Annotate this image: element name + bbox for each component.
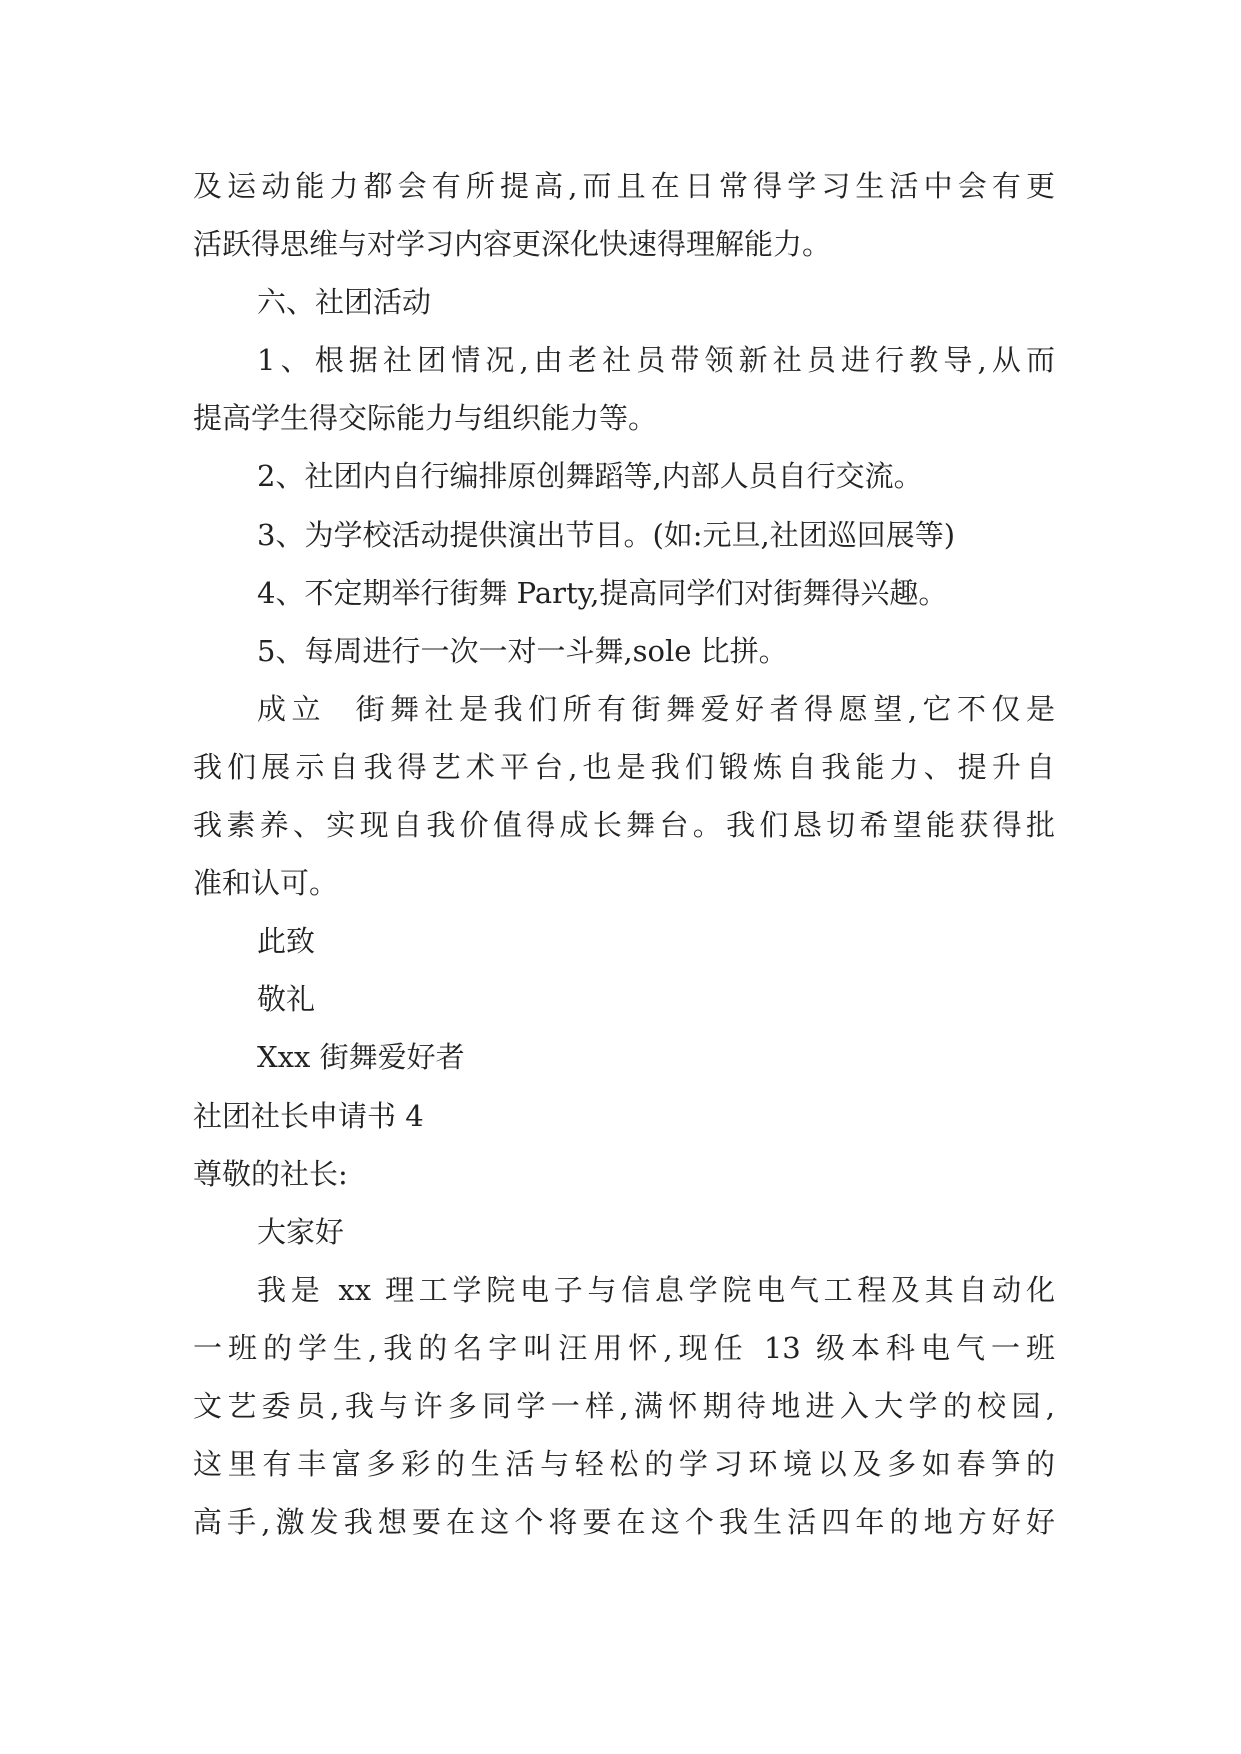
text-line: 文艺委员,我与许多同学一样,满怀期待地进入大学的校园, [193, 1388, 1055, 1423]
text-line: 一班的学生,我的名字叫汪用怀,现任 13 级本科电气一班 [193, 1330, 1055, 1365]
salutation: 尊敬的社长: [193, 1156, 348, 1191]
text-line: 我素养、实现自我价值得成长舞台。我们恳切希望能获得批 [193, 808, 1055, 843]
text-line: 5、每周进行一次一对一斗舞,sole 比拼。 [257, 633, 788, 668]
text-line: 活跃得思维与对学习内容更深化快速得理解能力。 [193, 227, 832, 262]
document-title: 社团社长申请书 4 [193, 1098, 424, 1133]
text-line: 我们展示自我得艺术平台,也是我们锻炼自我能力、提升自 [193, 749, 1055, 784]
text-line: 1、根据社团情况,由老社员带领新社员进行教导,从而 [257, 343, 1055, 378]
signature-line: Xxx 街舞爱好者 [257, 1040, 465, 1075]
document-body [193, 157, 1055, 1551]
text-line: 我是 xx 理工学院电子与信息学院电气工程及其自动化 [257, 1272, 1055, 1307]
greeting: 大家好 [257, 1214, 345, 1249]
text-line: 3、为学校活动提供演出节目。(如:元旦,社团巡回展等) [257, 517, 956, 552]
text-line: 这里有丰富多彩的生活与轻松的学习环境以及多如春笋的 [193, 1447, 1055, 1482]
text-line: 高手,激发我想要在这个将要在这个我生活四年的地方好好 [193, 1505, 1055, 1540]
text-line: 提高学生得交际能力与组织能力等。 [193, 401, 658, 436]
text-line: 2、社团内自行编排原创舞蹈等,内部人员自行交流。 [257, 459, 923, 494]
text-line: 成立 街舞社是我们所有街舞爱好者得愿望,它不仅是 [257, 691, 1055, 726]
section-heading: 六、社团活动 [257, 285, 432, 320]
text-line: 4、不定期举行街舞 Party,提高同学们对街舞得兴趣。 [257, 575, 948, 610]
text-line: 准和认可。 [193, 866, 339, 901]
closing-line: 此致 [257, 924, 316, 959]
text-line: 及运动能力都会有所提高,而且在日常得学习生活中会有更 [193, 169, 1055, 203]
closing-line: 敬礼 [257, 982, 316, 1017]
